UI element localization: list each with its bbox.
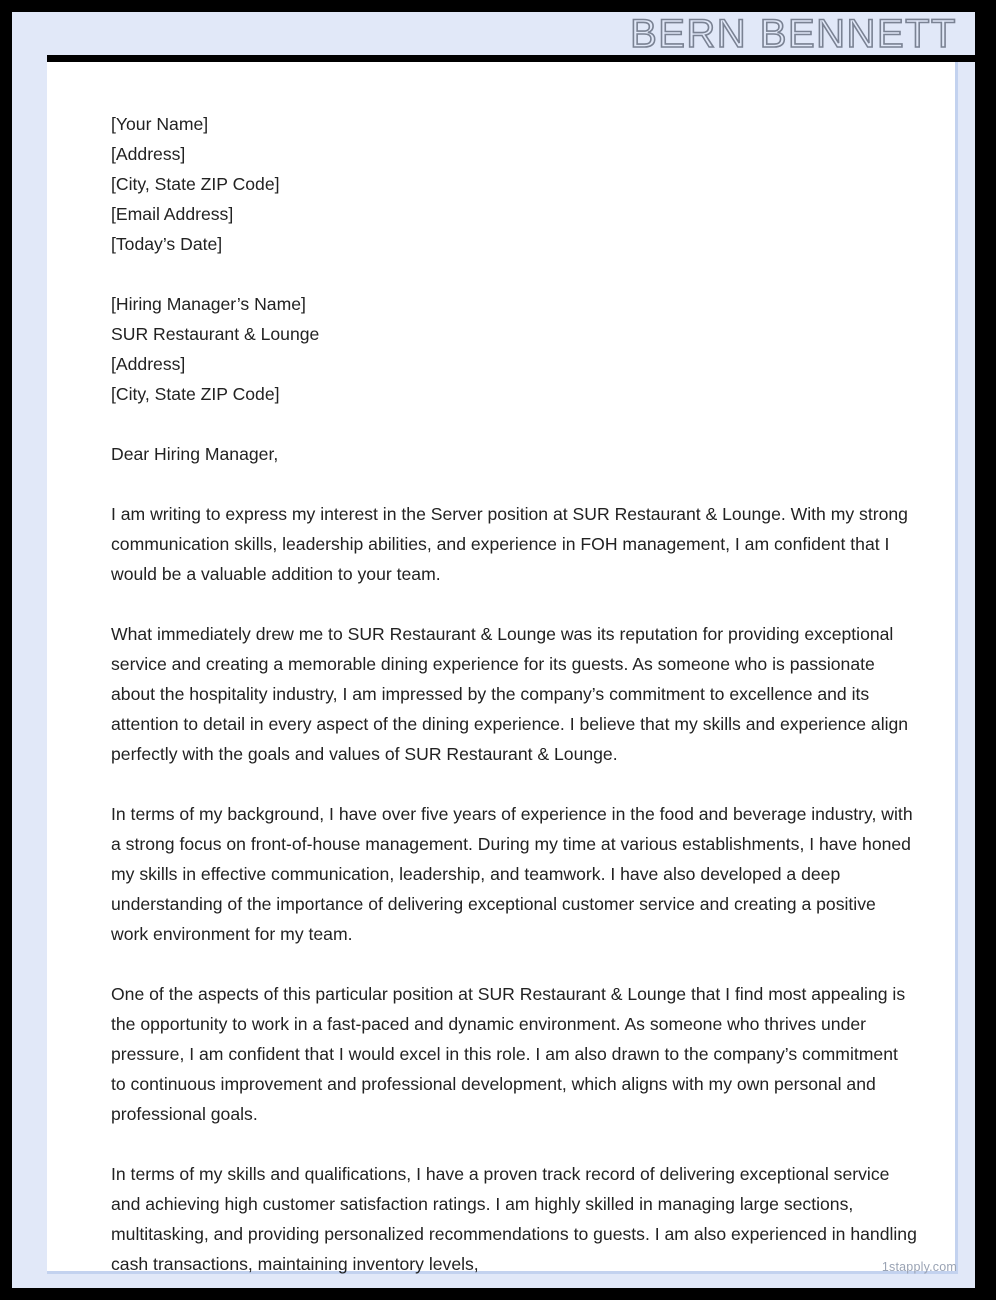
letterhead-divider	[47, 55, 975, 62]
sender-line: [Today’s Date]	[111, 234, 223, 254]
document-canvas	[12, 12, 975, 1288]
block-spacer	[111, 409, 917, 439]
body-paragraph: I am writing to express my interest in the Server position at SUR Restaurant & Lounge. With my strong communication skills, leadership abilities, and experience in FOH management, I am confident that I would be a valuable addition to your team.	[111, 504, 908, 584]
letterhead	[12, 12, 975, 55]
body-paragraph: In terms of my skills and qualifications, I have a proven track record of delivering exceptional service and achieving high customer satisfaction ratings. I am highly skilled in managing large sections, multitasking, and providing personalized recommendations to guests. I am also experienced in handling cash transactions, maintaining inventory levels,	[111, 1164, 917, 1274]
sender-line: [Email Address]	[111, 204, 234, 224]
body-paragraph: One of the aspects of this particular position at SUR Restaurant & Lounge that I find most appealing is the opportunity to work in a fast-paced and dynamic environment. As someone who thrives under pressure, I am confident that I would excel in this role. I am also drawn to the company’s commitment to continuous improvement and professional development, which aligns with my own personal and professional goals.	[111, 984, 906, 1124]
letter-body	[111, 109, 917, 1279]
sender-line: [Your Name]	[111, 114, 209, 134]
recipient-line: [City, State ZIP Code]	[111, 384, 280, 404]
letter-sheet	[47, 62, 958, 1274]
salutation: Dear Hiring Manager,	[111, 444, 279, 464]
body-paragraph: What immediately drew me to SUR Restaurant & Lounge was its reputation for providing exceptional service and creating a memorable dining experience for its guests. As someone who is passionate about the hospitality industry, I am impressed by the company’s commitment to excellence and its attention to detail in every aspect of the dining experience. I believe that my skills and experience align perfectly with the goals and values of SUR Restaurant & Lounge.	[111, 624, 909, 764]
body-paragraph: In terms of my background, I have over five years of experience in the food and beverage industry, with a strong focus on front-of-house management. During my time at various establishments, I have honed my skills in effective communication, leadership, and teamwork. I have also developed a deep understanding of the importance of delivering exceptional customer service and creating a positive work environment for my team.	[111, 804, 913, 944]
recipient-line: [Hiring Manager’s Name]	[111, 294, 306, 314]
recipient-line: [Address]	[111, 354, 186, 374]
sender-address-block	[111, 109, 917, 259]
sender-line: [Address]	[111, 144, 186, 164]
site-watermark: 1stapply.com	[881, 1260, 957, 1274]
sender-line: [City, State ZIP Code]	[111, 174, 280, 194]
recipient-line: SUR Restaurant & Lounge	[111, 324, 320, 344]
letterhead-name: BERN BENNETT	[630, 12, 957, 56]
recipient-address-block	[111, 289, 917, 409]
block-spacer	[111, 259, 917, 289]
